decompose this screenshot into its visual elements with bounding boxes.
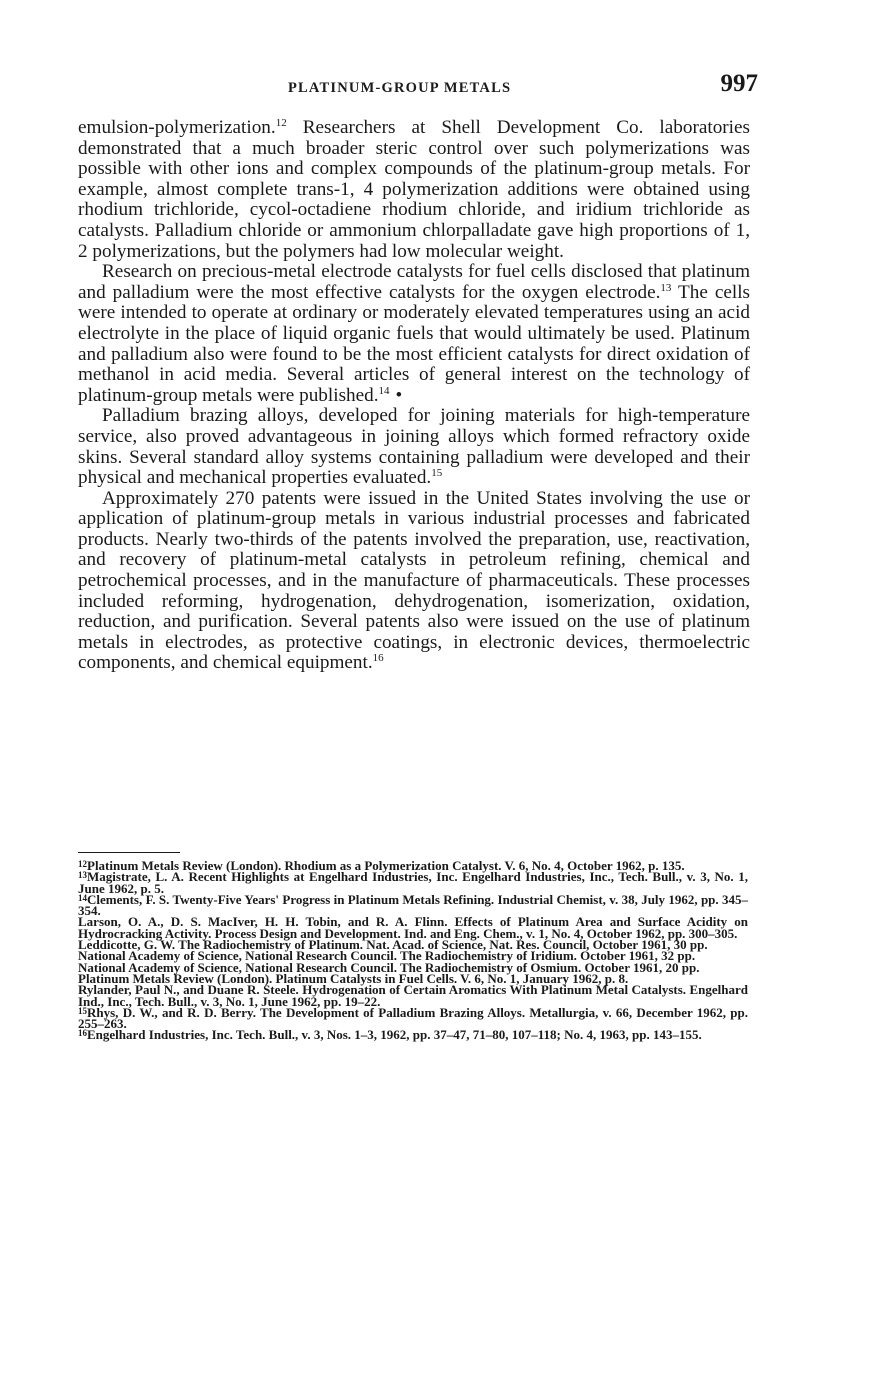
body-text: [78, 118, 750, 674]
paragraph-1: emulsion-polymerization.$^{12}$ Researchers at Shell Development Co. laboratories demonstrated that a much broader steric control over such polymerizations was possible with other ions and complex compounds of the platinum-group metals. For example, almost complete trans-1, 4 polymerization additions were obtained using rhodium trichloride, cycol-octadiene rhodium chloride, and iridium trichloride as catalysts. Palladium chloride or ammonium chlorpalladate gave high proportions of 1, 2 polymerizations, but the polymers had low molecular weight.: [78, 117, 750, 262]
paragraph-2: Research on precious-metal electrode catalysts for fuel cells disclosed that platinum and palladium were the most effective catalysts for the oxygen electrode.$^{13}$ The cells were intended to operate at ordinary or moderately elevated temperatures using an acid electrolyte in the place of liquid organic fuels that would ultimately be used. Platinum and palladium also were found to be the most efficient catalysts for direct oxidation of methanol in acid media. Several articles of general interest on the technology of platinum-group metals were published.$^{14}$ •: [78, 261, 750, 406]
footnote: National Academy of Science, National Research Council. The Radiochemistry of Osmium. October 1961, 20 pp.: [78, 959, 700, 975]
paragraph-3: Palladium brazing alloys, developed for joining materials for high-temperature service, also proved advantageous in joining alloys which formed refractory oxide skins. Several standard alloy systems containing palladium were developed and their physical and mechanical properties evaluated.$^{15}$: [78, 405, 750, 489]
footnote: Larson, O. A., D. S. MacIver, H. H. Tobin, and R. A. Flinn. Effects of Platinum Area and Surface Acidity on Hydrocracking Activity. Process Design and Development. Ind. and Eng. Chem., v. 1, No. 4, October 1962, pp. 300–305.: [78, 914, 748, 941]
footnote: $^{14}$Clements, F. S. Twenty-Five Years' Progress in Platinum Metals Refining. Industrial Chemist, v. 38, July 1962, pp. 345–354.: [78, 891, 748, 919]
paragraph-4: Approximately 270 patents were issued in the United States involving the use or application of platinum-group metals in various industrial processes and fabricated products. Nearly two-thirds of the patents involved the preparation, use, reactivation, and recovery of platinum-metal catalysts in petroleum refining, chemical and petrochemical processes, and in the manufacture of pharmaceuticals. These processes included reforming, hydrogenation, dehydrogenation, isomerization, oxidation, reduction, and purification. Several patents also were issued on the use of platinum metals in electrodes, as protective coatings, in electronic devices, thermoelectric components, and chemical equipment.$^{16}$: [78, 487, 750, 674]
footnote: $^{15}$Rhys, D. W., and R. D. Berry. The Development of Palladium Brazing Alloys. Metallurgia, v. 66, December 1962, pp. 255–263.: [78, 1004, 748, 1032]
footnote: Platinum Metals Review (London). Platinum Catalysts in Fuel Cells. V. 6, No. 1, January 1962, p. 8.: [78, 970, 629, 986]
footnote: $^{12}$Platinum Metals Review (London). Rhodium as a Polymerization Catalyst. V. 6, No. 4, October 1962, p. 135.: [78, 858, 685, 873]
footnote: Rylander, Paul N., and Duane R. Steele. Hydrogenation of Certain Aromatics With Platinum Metal Catalysts. Engelhard Ind., Inc., Tech. Bull., v. 3, No. 1, June 1962, pp. 19–22.: [78, 982, 748, 1009]
footnote: Leddicotte, G. W. The Radiochemistry of Platinum. Nat. Acad. of Science, Nat. Res. Council, October 1961, 30 pp.: [78, 937, 708, 953]
footnote-ref: 15: [431, 467, 443, 480]
footnotes: [78, 860, 748, 1041]
footnote-ref: 12: [275, 117, 287, 129]
page-number: 997: [720, 70, 758, 97]
page-header: [78, 70, 758, 104]
footnote-ref: 13: [660, 281, 672, 294]
footnote: $^{16}$Engelhard Industries, Inc. Tech. Bull., v. 3, Nos. 1–3, 1962, pp. 37–47, 71–80, 107–118; No. 4, 1963, pp. 143–155.: [78, 1027, 702, 1043]
footnote-ref: 16: [372, 652, 384, 665]
footnote-divider: [78, 852, 180, 853]
bullet-mark: •: [395, 384, 403, 406]
running-title: PLATINUM-GROUP METALS: [288, 80, 512, 96]
footnote: National Academy of Science, National Research Council. The Radiochemistry of Iridium. October 1961, 32 pp.: [78, 948, 696, 964]
footnote: $^{13}$Magistrate, L. A. Recent Highlights at Engelhard Industries, Inc. Engelhard Industries, Inc., Tech. Bull., v. 3, No. 1, June 1962, p. 5.: [78, 869, 748, 896]
footnote-ref: 14: [378, 384, 390, 397]
